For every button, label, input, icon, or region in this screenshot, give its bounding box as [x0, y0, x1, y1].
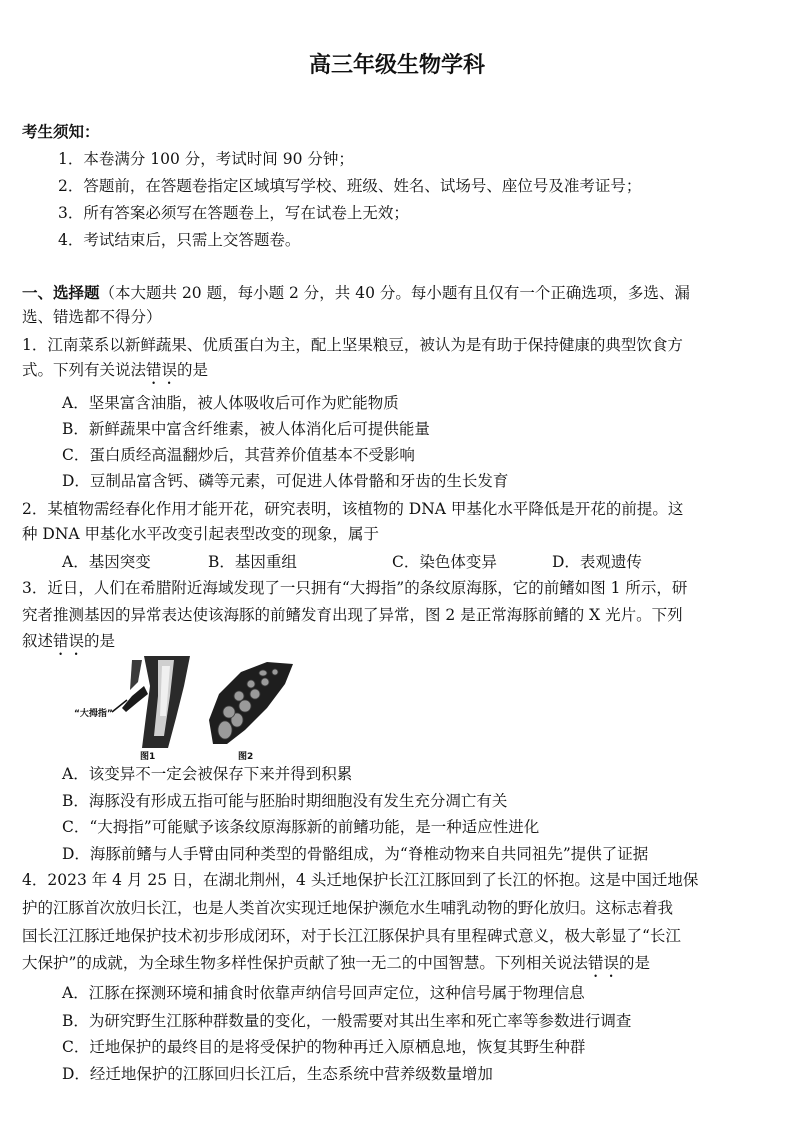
figure-2-flipper-xray	[205, 660, 297, 746]
stem-text: 大保护”的成就，为全球生物多样性保护贡献了独一无二的中国智慧。下列相关说法	[22, 954, 588, 972]
emphasis-text: 错误	[53, 632, 85, 650]
section-description-cont: 选、错选都不得分）	[22, 308, 162, 326]
option-c: C．“大拇指”可能赋予该条纹原海豚新的前鳍功能，是一种适应性进化	[62, 818, 540, 836]
notice-heading: 考生须知：	[22, 123, 100, 141]
question-stem: 3．近日，人们在希腊附近海域发现了一只拥有“大拇指”的条纹原海豚，它的前鳍如图 1 所示，研	[22, 579, 688, 597]
stem-text: 叙述	[22, 632, 54, 650]
section-heading	[22, 283, 690, 303]
option-c: C．染色体变异	[392, 553, 497, 571]
question-stem: 4．2023 年 4 月 25 日，在湖北荆州，4 头迁地保护长江江豚回到了长江的怀抱。这是中国迁地保	[22, 871, 699, 889]
notice-item: 1．本卷满分 100 分，考试时间 90 分钟；	[58, 150, 354, 168]
option-a: A．该变异不一定会被保存下来并得到积累	[62, 765, 353, 783]
option-d: D．经迁地保护的江豚回归长江后，生态系统中营养级数量增加	[62, 1065, 493, 1083]
notice-item: 2．答题前，在答题卷指定区域填写学校、班级、姓名、试场号、座位号及准考证号；	[58, 177, 642, 195]
question-stem-cont	[22, 631, 115, 659]
question-stem: 1．江南菜系以新鲜蔬果、优质蛋白为主，配上坚果粮豆，被认为是有助于保持健康的典型饮食方	[22, 336, 683, 354]
option-b: B．新鲜蔬果中富含纤维素，被人体消化后可提供能量	[62, 420, 430, 438]
option-a: A．基因突变	[62, 553, 151, 571]
stem-text: 的是	[177, 361, 209, 379]
question-stem: 2．某植物需经春化作用才能开花，研究表明，该植物的 DNA 甲基化水平降低是开花的前提。这	[22, 500, 684, 518]
option-d: D．表观遗传	[552, 553, 642, 571]
thumb-label: “大拇指”	[74, 709, 113, 719]
question-stem-cont	[22, 953, 650, 981]
figure-2-caption: 图2	[238, 752, 254, 762]
question-stem-cont: 国长江江豚迁地保护技术初步形成闭环，对于长江江豚保护具有里程碑式意义，极大彰显了“长江	[22, 927, 681, 945]
page-title: 高三年级生物学科	[308, 53, 485, 78]
option-c: C．蛋白质经高温翻炒后，其营养价值基本不受影响	[62, 446, 415, 464]
stem-text: 式。下列有关说法	[22, 361, 147, 379]
option-c: C．迁地保护的最终目的是将受保护的物种再迁入原栖息地，恢复其野生种群	[62, 1038, 586, 1056]
emphasis-text: 错误	[146, 361, 178, 379]
figure-1-caption: 图1	[140, 752, 156, 762]
question-stem-cont: 究者推测基因的异常表达使该海豚的前鳍发育出现了异常，图 2 是正常海豚前鳍的 X 光片。下列	[22, 606, 683, 624]
question-stem-cont: 种 DNA 甲基化水平改变引起表型改变的现象，属于	[22, 525, 380, 543]
stem-text: 的是	[84, 632, 116, 650]
option-d: D．豆制品富含钙、磷等元素，可促进人体骨骼和牙齿的生长发育	[62, 472, 509, 490]
notice-item: 4．考试结束后，只需上交答题卷。	[58, 231, 301, 249]
option-a: A．坚果富含油脂，被人体吸收后可作为贮能物质	[62, 394, 399, 412]
question-stem-cont	[22, 360, 208, 388]
notice-item: 3．所有答案必须写在答题卷上，写在试卷上无效；	[58, 204, 409, 222]
emphasis-text: 错误	[587, 954, 619, 972]
option-b: B．为研究野生江豚种群数量的变化，一般需要对其出生率和死亡率等参数进行调查	[62, 1012, 632, 1030]
figure-1-flipper-photo	[72, 656, 194, 748]
question-stem-cont: 护的江豚首次放归长江，也是人类首次实现迁地保护濒危水生哺乳动物的野化放归。这标志着我	[22, 899, 674, 917]
option-a: A．江豚在探测环境和捕食时依靠声纳信号回声定位，这种信号属于物理信息	[62, 984, 585, 1002]
stem-text: 的是	[618, 954, 650, 972]
option-b: B．海豚没有形成五指可能与胚胎时期细胞没有发生充分凋亡有关	[62, 792, 508, 810]
section-title: 一、选择题	[22, 284, 100, 302]
option-d: D．海豚前鳍与人手臂由同种类型的骨骼组成，为“脊椎动物来自共同祖先”提供了证据	[62, 845, 649, 863]
section-description: （本大题共 20 题，每小题 2 分，共 40 分。每小题有且仅有一个正确选项，多选、漏	[99, 284, 690, 302]
option-b: B．基因重组	[208, 553, 297, 571]
